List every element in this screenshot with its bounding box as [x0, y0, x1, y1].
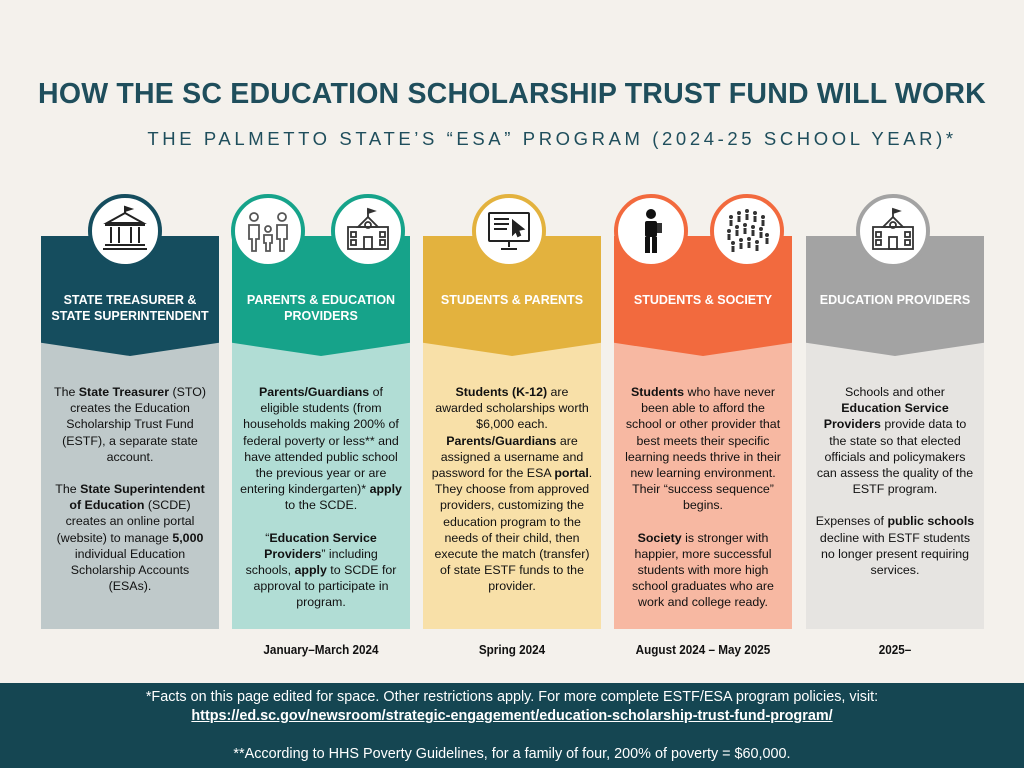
column-education-providers — [806, 236, 984, 629]
column-heading: EDUCATION PROVIDERS — [819, 293, 971, 307]
column-students-parents — [423, 236, 601, 629]
crowd-icon — [710, 194, 784, 268]
footer — [0, 683, 1024, 768]
column-body: Parents/Guardians of eligible students (from households making 200% of federal poverty or less** and have attended public school the previous year or are entering kindergarten)* apply to the SCDE. “Education Service Providers” including schools, apply to SCDE for approval to participate in program. — [232, 340, 410, 629]
column-body: Students who have never been able to afford the school or other provider that best meets their specific learning needs thrive in their new learning environment. Their “success sequence” begins. Society is stronger with happier, more successful students with more high school graduates who are work and college ready. — [614, 340, 792, 629]
column-body: Schools and other Education Service Providers provide data to the state so that elected officials and policymakers can assess the quality of the ESTF program. Expenses of public schools decline with ESTF students no longer present requiring services. — [806, 340, 984, 629]
footer-poverty-note: **According to HHS Poverty Guidelines, for a family of four, 200% of poverty = $60,000. — [233, 746, 791, 762]
school-building-icon — [331, 194, 405, 268]
timeline-date: Spring 2024 — [478, 642, 546, 657]
page-subtitle: THE PALMETTO STATE’S “ESA” PROGRAM (2024-25 SCHOOL YEAR)* — [147, 128, 957, 149]
column-body: Students (K-12) are awarded scholarships worth $6,000 each. Parents/Guardians are assigned a username and password for the ESA portal. They choose from approved providers, customizing the education program to the needs of their child, then execute the match (transfer) of state ESTF funds to the provider. — [423, 340, 601, 629]
footer-note: *Facts on this page edited for space. Other restrictions apply. For more complete ESTF/ESA program policies, visit: — [145, 689, 879, 705]
timeline-date: January–March 2024 — [263, 642, 379, 657]
government-building-icon — [88, 194, 162, 268]
column-heading: STUDENTS & PARENTS — [440, 293, 584, 307]
footer-link[interactable]: https://ed.sc.gov/newsroom/strategic-engagement/education-scholarship-trust-fund-program/ — [191, 708, 833, 724]
timeline-date: August 2024 – May 2025 — [635, 642, 771, 657]
column-body: The State Treasurer (STO) creates the Education Scholarship Trust Fund (ESTF), a separate state account. The State Superintendent of Education (SCDE) creates an online portal (website) to manage 5,000 individual Education Scholarship Accounts (ESAs). — [41, 340, 219, 629]
student-icon — [614, 194, 688, 268]
family-icon — [231, 194, 305, 268]
page-title: HOW THE SC EDUCATION SCHOLARSHIP TRUST FUND WILL WORK — [38, 78, 986, 110]
column-heading: PARENTS & EDUCATION PROVIDERS — [246, 293, 396, 323]
school-building-icon — [856, 194, 930, 268]
computer-portal-icon — [472, 194, 546, 268]
column-students-society — [614, 236, 792, 629]
column-heading: STUDENTS & SOCIETY — [633, 293, 773, 307]
column-state-treasurer — [41, 236, 219, 629]
column-heading: STATE TREASURER & STATE SUPERINTENDENT — [51, 293, 209, 323]
column-parents-providers — [232, 236, 410, 629]
timeline-date: 2025– — [878, 642, 912, 657]
